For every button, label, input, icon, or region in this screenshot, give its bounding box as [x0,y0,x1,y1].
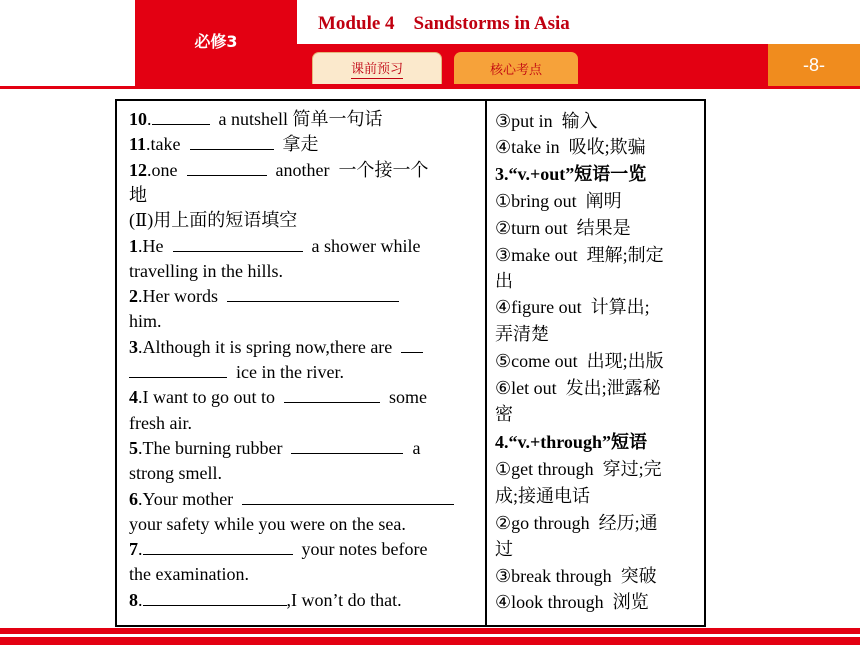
phrase-line: ①get through 穿过;完 [495,459,662,479]
book-label-text: 必修3 [194,31,238,51]
line-prefix: . [147,109,152,129]
exercise-line [129,284,399,308]
exercise-line [129,132,319,156]
answer-blank[interactable] [291,436,403,454]
column-divider [485,101,487,625]
line-text: travelling in the hills. [129,260,283,281]
line-text: a nutshell 简单一句话 [209,109,383,129]
phrase-line: 弄清楚 [495,324,549,344]
line-text: a [403,437,421,458]
line-text: fresh air. [129,412,192,433]
item-number: 2 [129,286,138,307]
item-number: 10 [129,109,147,129]
item-number: 5 [129,437,138,458]
section-heading: 4.“v.+through”短语 [495,432,647,452]
exercise-line [129,183,147,207]
phrase-line: ②go through 经历;通 [495,513,658,533]
phrase-line: ③put in 输入 [495,111,598,131]
line-text: (Ⅱ)用上面的短语填空 [129,210,298,231]
item-number: 12 [129,159,147,180]
phrase-line: 密 [495,404,513,424]
line-prefix: . [138,539,143,560]
phrase-line: ②turn out 结果是 [495,218,631,238]
line-text: 拿走 [273,134,319,155]
tab-preview-label: 课前预习 [351,58,403,79]
content-table [115,99,706,627]
line-prefix: .Her words [138,286,227,307]
item-number: 8 [129,589,138,610]
module-title: Module 4 Sandstorms in Asia [318,13,570,34]
line-prefix: . [138,589,143,610]
footer-bar-bottom [0,637,860,645]
answer-blank[interactable] [227,284,399,302]
exercise-line [129,461,222,485]
footer-bar-top [0,628,860,634]
answer-blank[interactable] [143,537,293,555]
line-text: another 一个接一个 [266,159,429,180]
item-number: 11 [129,134,147,155]
answer-blank[interactable] [129,360,227,378]
header-divider [0,86,860,89]
exercise-line [129,487,454,511]
item-number: 6 [129,488,138,509]
phrase-line: 过 [495,539,513,559]
phrase-line: ④look through 浏览 [495,592,649,612]
line-prefix: .He [138,235,173,256]
exercise-line [129,335,423,359]
exercise-line [129,107,383,131]
phrase-line: ④figure out 计算出; [495,297,650,317]
line-text: your notes before [292,539,428,560]
exercise-line [129,208,297,232]
line-prefix: .I want to go out to [138,387,284,408]
book-label [135,0,297,86]
section-heading: 3.“v.+out”短语一览 [495,164,647,184]
exercise-line [129,234,420,258]
phrase-line: ⑥let out 发出;泄露秘 [495,378,661,398]
line-text: ice in the river. [227,362,344,382]
tab-key-points[interactable] [454,52,578,84]
answer-blank[interactable] [190,132,274,150]
exercise-line [129,537,427,561]
line-text: the examination. [129,564,249,585]
answer-blank[interactable] [173,234,303,252]
exercise-line [129,309,162,333]
phrase-line: ①bring out 阐明 [495,191,622,211]
line-text: your safety while you were on the sea. [129,513,406,534]
phrase-line: ③make out 理解;制定 [495,245,664,265]
header-left-blank [0,0,135,86]
exercise-line [129,360,344,384]
line-text: a shower while [302,235,421,256]
tab-key-points-label: 核心考点 [489,62,542,78]
line-text: 地 [129,184,147,205]
line-prefix: .Your mother [138,488,243,509]
exercise-line [129,411,192,435]
answer-blank[interactable] [152,107,210,125]
answer-blank[interactable] [401,335,423,353]
exercise-line [129,588,402,612]
item-number: 4 [129,387,138,408]
line-prefix: .one [147,159,187,180]
exercise-line [129,512,406,536]
line-prefix: .take [146,134,190,155]
line-text: some [380,387,427,408]
exercise-line [129,385,427,409]
line-text: him. [129,311,162,332]
line-text: strong smell. [129,463,222,484]
exercise-line [129,259,283,283]
item-number: 1 [129,235,138,256]
line-prefix: .Although it is spring now,there are [138,336,402,357]
answer-blank[interactable] [187,158,267,176]
phrase-line: 出 [495,271,513,291]
item-number: 7 [129,539,138,560]
item-number: 3 [129,336,138,357]
exercise-line [129,562,249,586]
answer-blank[interactable] [284,385,380,403]
phrase-line: ④take in 吸收;欺骗 [495,137,646,157]
tab-preview[interactable] [312,52,442,84]
line-text: ,I won’t do that. [286,589,402,610]
answer-blank[interactable] [242,487,454,505]
answer-blank[interactable] [143,588,287,606]
line-prefix: .The burning rubber [138,437,292,458]
exercise-line [129,158,428,182]
phrase-line: 成;接通电话 [495,486,591,506]
page-number: -8- [768,44,860,86]
phrase-line: ③break through 突破 [495,566,657,586]
phrase-line: ⑤come out 出现;出版 [495,351,664,371]
exercise-line [129,436,420,460]
